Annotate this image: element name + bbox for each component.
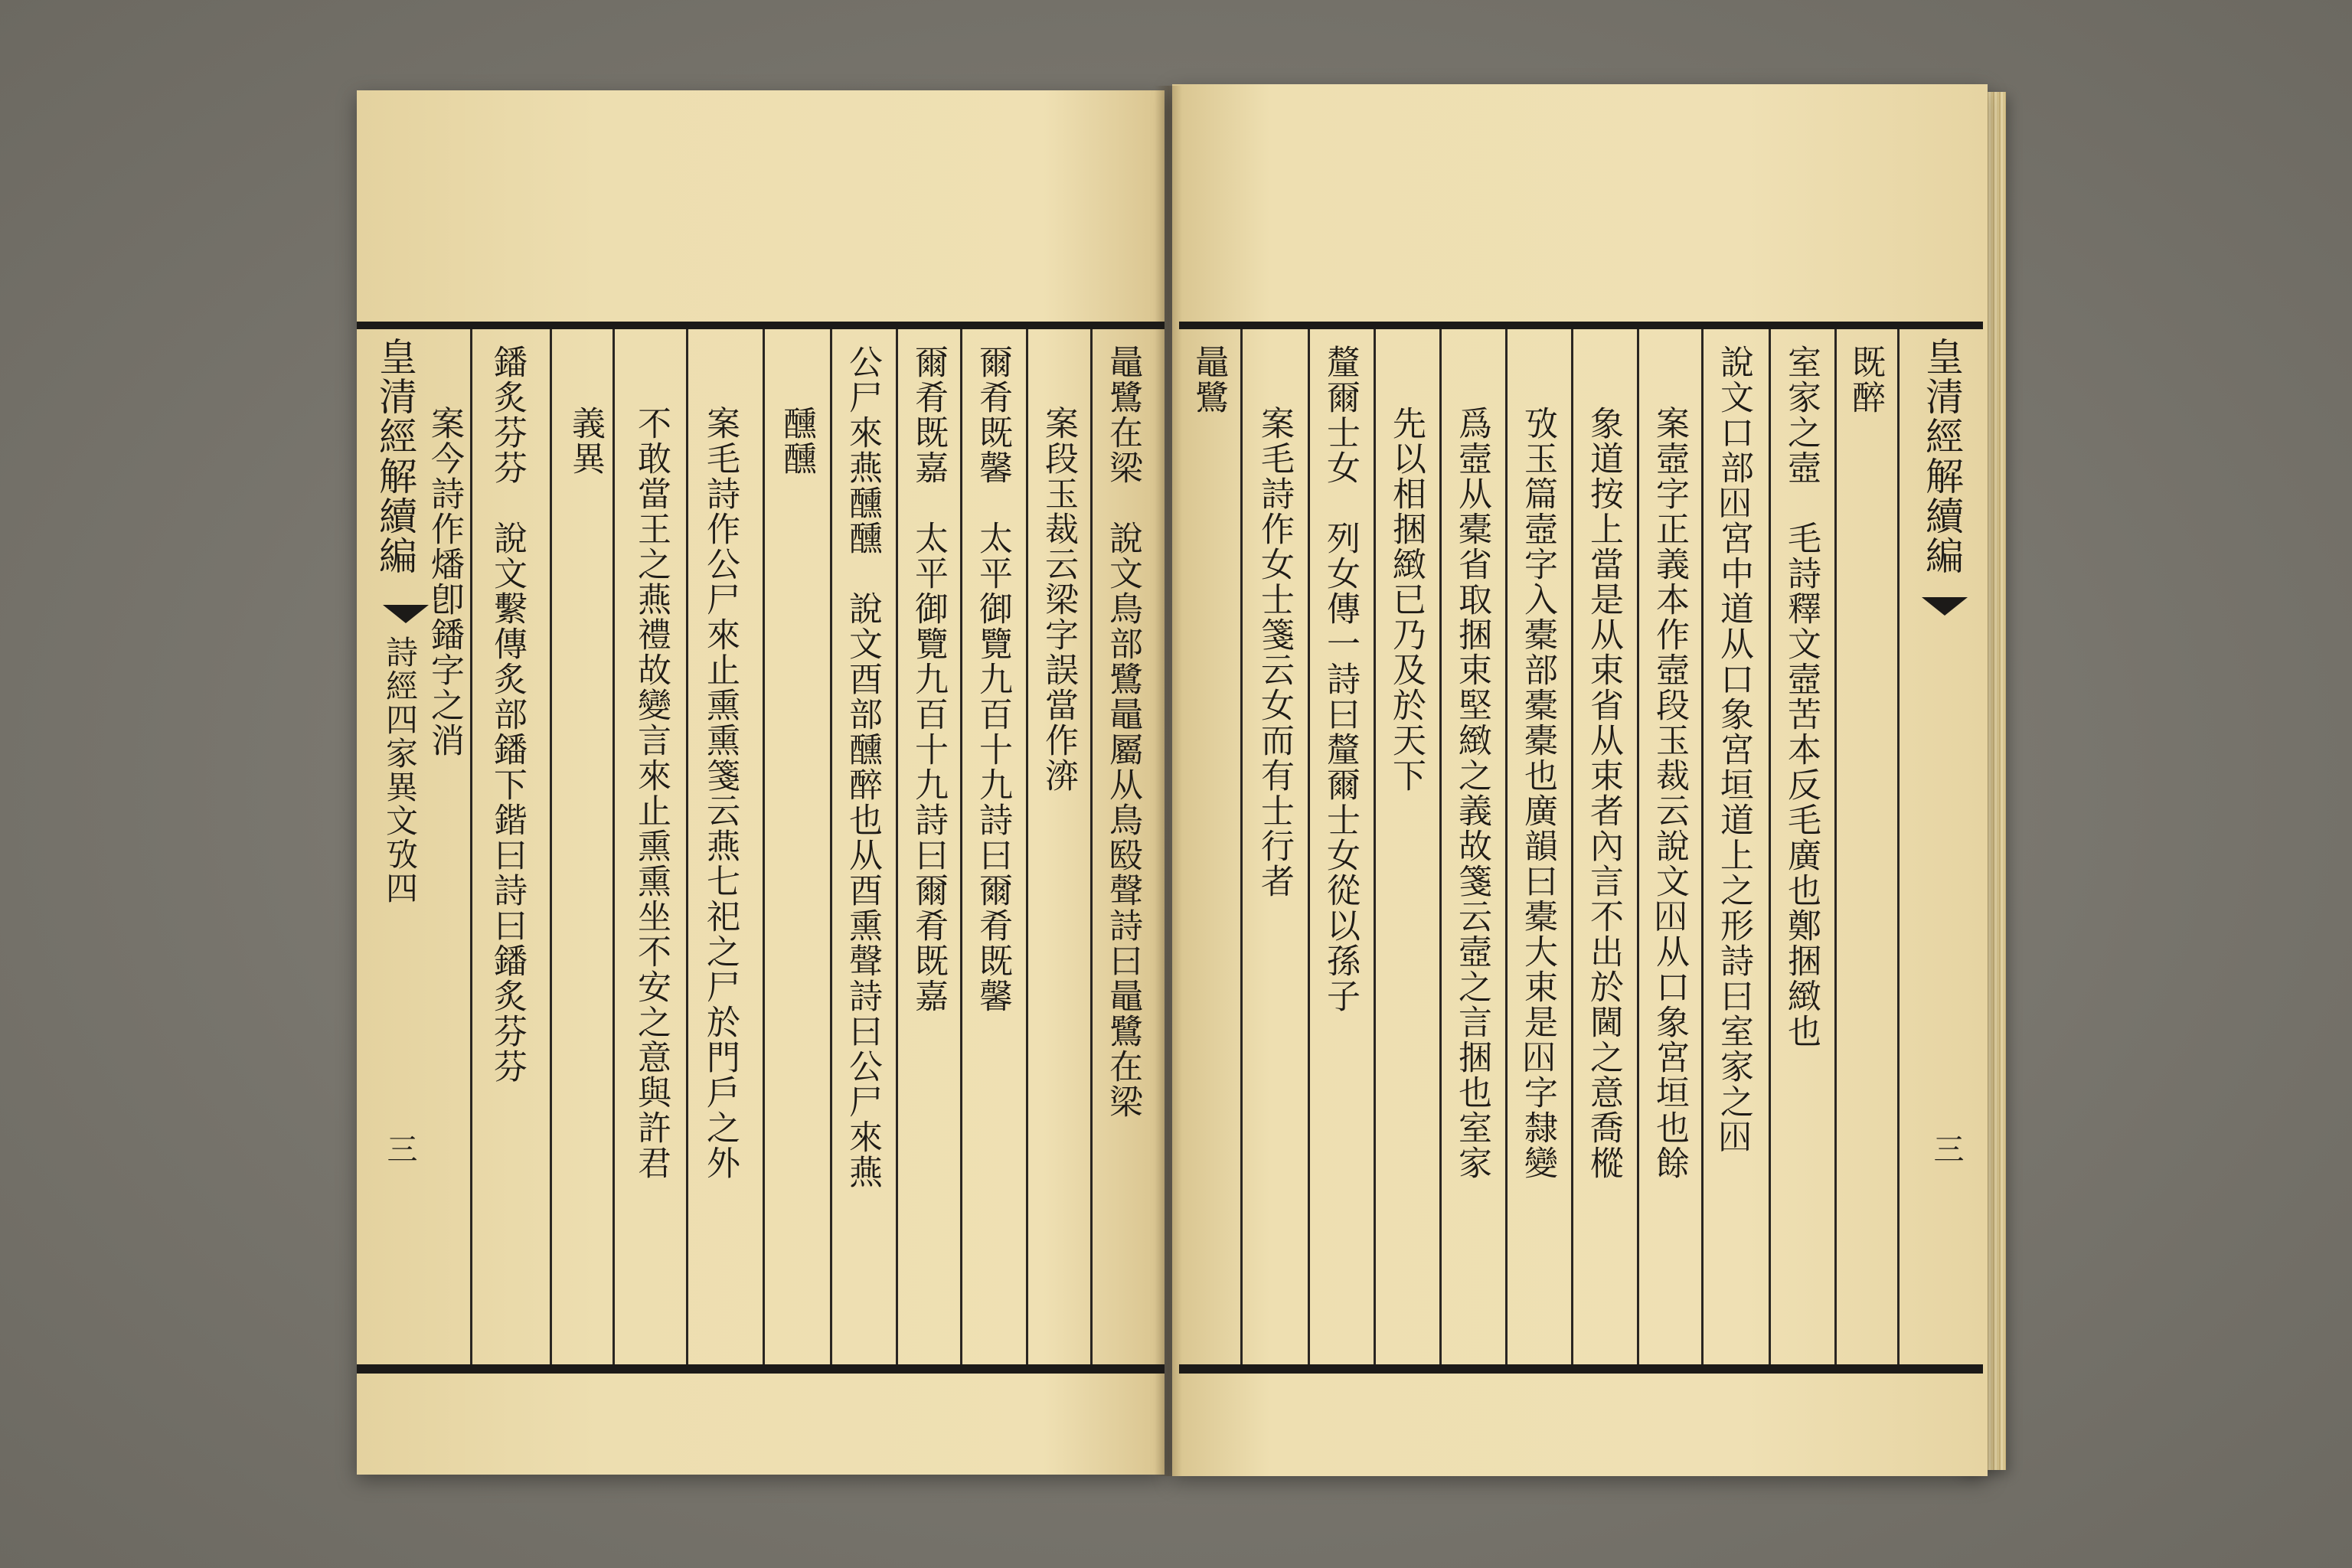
column-rule [1637, 329, 1639, 1364]
text-column: 案段玉裁云梁字誤當作㴒 [1039, 406, 1078, 793]
text-column: 攷玉篇壼字入橐部橐橐也廣韻曰橐大束是𡆧字隸變 [1518, 406, 1557, 1181]
column-rule [550, 329, 552, 1364]
column-rule [1834, 329, 1837, 1364]
right-page [1172, 84, 1988, 1476]
right-bottom-border [1179, 1364, 1983, 1374]
column-rule [1701, 329, 1704, 1364]
text-column: 爾肴既嘉 太平御覽九百十九詩曰爾肴既嘉 [909, 345, 948, 1014]
text-column: 案壼字正義本作壼段玉裁云說文𡆧从口象宮垣也餘 [1650, 406, 1689, 1181]
left-top-border [357, 322, 1165, 329]
column-rule [1308, 329, 1310, 1364]
column-rule [960, 329, 962, 1364]
column-rule [1374, 329, 1376, 1364]
text-column: 鐇炙芬芬 說文繫傳炙部鐇下鍇曰詩曰鐇炙芬芬 [488, 345, 527, 1084]
book-gutter [1155, 86, 1182, 1476]
text-column: 釐爾士女 列女傳一詩曰釐爾士女從以孫子 [1321, 345, 1360, 1014]
text-column: 醺醺 [777, 406, 816, 476]
left-margin-title: 皇清經解續編 [373, 337, 417, 576]
column-rule [1439, 329, 1442, 1364]
fishtail-mark [1922, 597, 1968, 616]
text-column: 義異 [566, 406, 605, 476]
text-column: 案毛詩作女士箋云女而有士行者 [1255, 406, 1294, 899]
column-rule [686, 329, 688, 1364]
right-margin-title: 皇清經解續編 [1919, 337, 1964, 576]
text-column: 說文口部𡆧宮中道从口象宮垣道上之形詩曰室家之𡆧 [1714, 345, 1753, 1155]
column-rule [763, 329, 765, 1364]
column-rule [1090, 329, 1093, 1364]
column-rule [1240, 329, 1243, 1364]
column-rule [1505, 329, 1508, 1364]
text-column: 先以相捆緻已乃及於天下 [1387, 406, 1426, 793]
text-column: 案今詩作燔卽鐇字之消 [425, 406, 464, 758]
text-column: 公尸來燕醺醺 說文酉部醺醉也从酉熏聲詩曰公尸來燕 [843, 345, 882, 1190]
text-column: 爲壼从橐省取捆束堅緻之義故箋云壼之言捆也室家 [1452, 406, 1491, 1181]
text-column: 爾肴既馨 太平御覽九百十九詩曰爾肴既馨 [973, 345, 1012, 1014]
text-column: 鼂鷺在梁 說文鳥部鷺鼂屬从鳥殹聲詩曰鼂鷺在梁 [1103, 345, 1142, 1119]
right-top-border [1179, 322, 1983, 329]
left-bottom-border [357, 1364, 1165, 1374]
right-folio-number: 三 [1929, 1133, 1964, 1164]
text-column: 既醉 [1846, 345, 1885, 415]
column-rule [1897, 329, 1900, 1364]
column-rule [1571, 329, 1573, 1364]
text-column: 室家之壼 毛詩釋文壼苦本反毛廣也鄭捆緻也 [1782, 345, 1821, 1049]
column-rule [1026, 329, 1028, 1364]
column-rule [612, 329, 615, 1364]
text-column: 象道按上當是从束省从束者內言不出於閫之意喬樅 [1584, 406, 1623, 1181]
column-rule [1769, 329, 1771, 1364]
left-folio-number: 三 [382, 1133, 417, 1164]
column-rule [896, 329, 898, 1364]
text-column: 不敢當王之燕禮故變言來止熏熏坐不安之意與許君 [632, 406, 671, 1181]
fishtail-mark [383, 605, 429, 623]
text-column: 鼂鷺 [1189, 345, 1228, 415]
column-rule [830, 329, 832, 1364]
left-chapter-title: 詩經四家異文攷四 [381, 635, 419, 905]
text-column: 案毛詩作公尸來止熏熏箋云燕七祀之尸於門戶之外 [701, 406, 740, 1181]
column-rule [470, 329, 472, 1364]
